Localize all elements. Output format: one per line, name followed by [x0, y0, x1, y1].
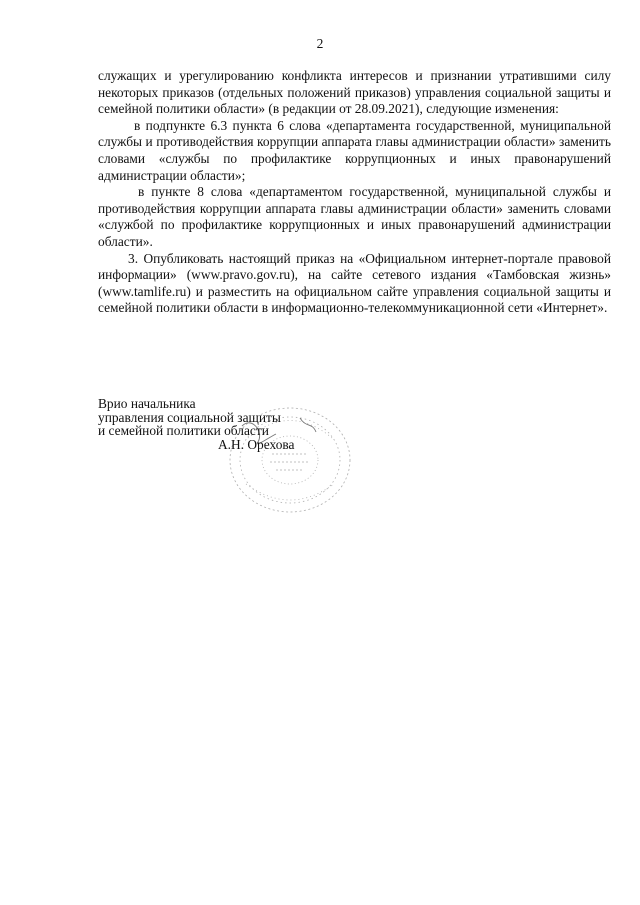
- signature-position-line-2: управления социальной защиты: [98, 409, 281, 425]
- paragraph-subclause-6-3: в подпункте 6.3 пункта 6 слова «департамента государственной, муниципальной службы и противодействия коррупции аппарата главы администрации области» заменить словами «службы по профилактике коррупционных и иных правонарушений администрации области»;: [98, 117, 611, 183]
- page-number: 2: [316, 36, 324, 51]
- signature-position-line-1: Врио начальника: [98, 396, 196, 411]
- signature-block: [98, 397, 358, 451]
- paragraph-item-3: 3. Опубликовать настоящий приказ на «Официальном интернет-портале правовой информации» (www.pravo.gov.ru), на сайте сетевого издания «Тамбовская жизнь» (www.tamlife.ru) и разместить на официальном сайте управления социальной защиты и семейной политики области в информационно-телекоммуникационной сети «Интернет».: [98, 250, 611, 316]
- document-body: [98, 68, 611, 317]
- signatory-name: А.Н. Орехова: [218, 436, 295, 452]
- paragraph-clause-8: в пункте 8 слова «департаментом государственной, муниципальной службы и противодействия коррупции аппарата главы администрации области» заменить словами «службой по профилактике коррупционных и иных правонарушений администрации области».: [98, 184, 611, 249]
- signature-position-line-3: и семейной политики области: [98, 423, 269, 439]
- paragraph-continuation: служащих и урегулированию конфликта интересов и признании утратившими силу некоторых приказов (отдельных положений приказов) управления социальной защиты и семейной политики области» (в редакции от 28.09.2021), следующие изменения:: [98, 68, 611, 117]
